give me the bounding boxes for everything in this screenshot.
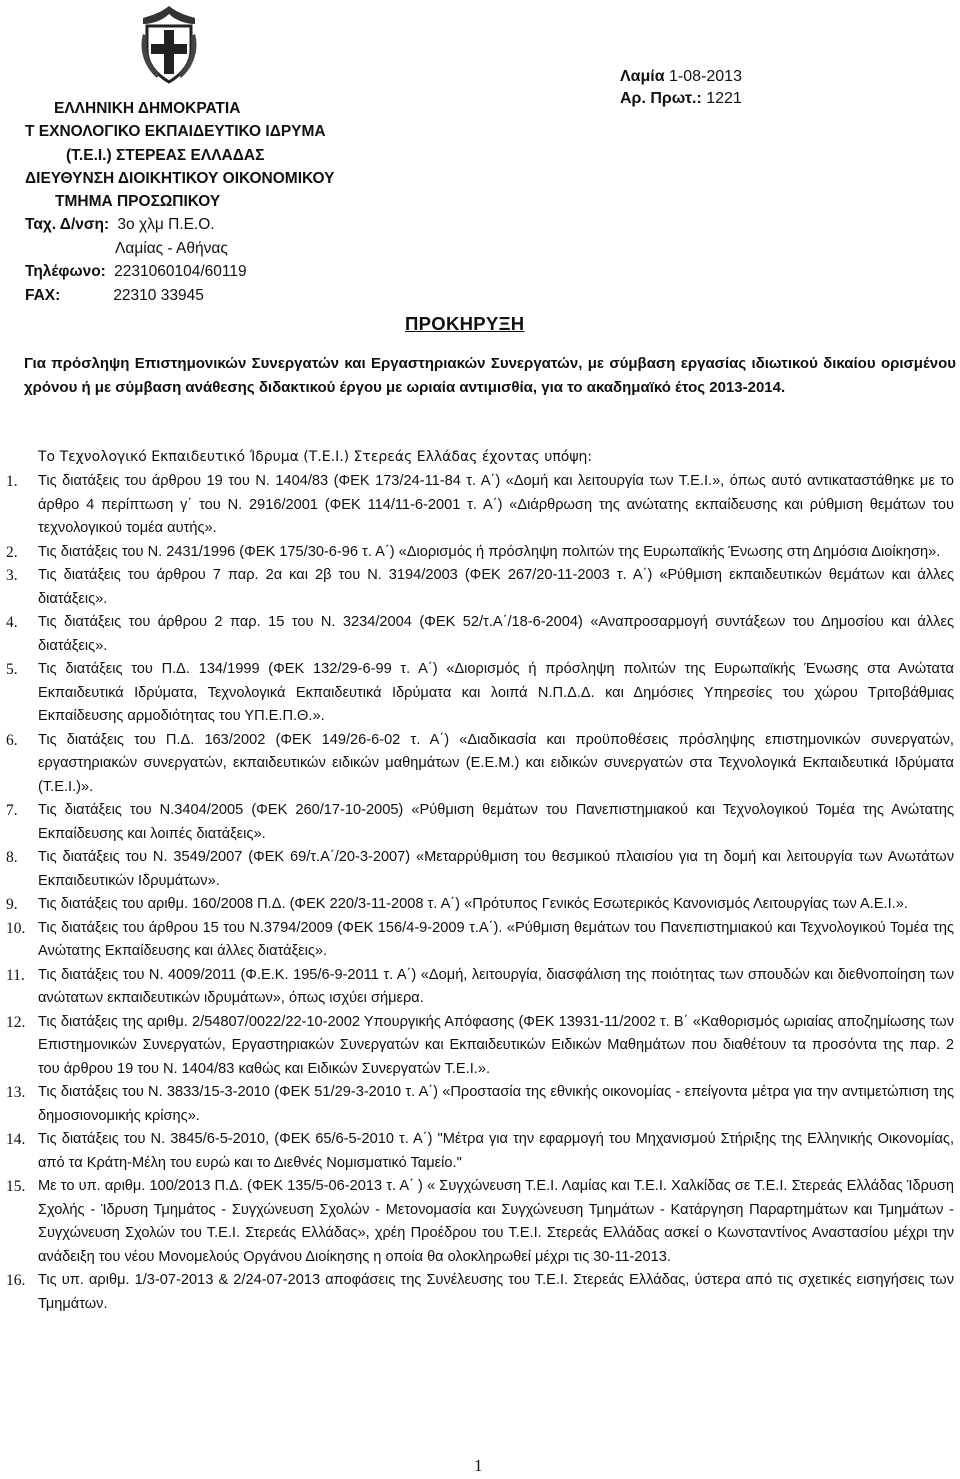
list-item-text: Τις διατάξεις του Ν. 2431/1996 (ΦΕΚ 175/30-6-96 τ. Α΄) «Διορισμός ή πρόσληψη πολιτών της Ευρωπαϊκής Ένωσης στη Δημόσια Διοίκηση». — [38, 543, 941, 560]
list-item-number: 4. — [6, 614, 18, 631]
list-item — [0, 564, 958, 611]
list-item-number: 1. — [6, 473, 18, 490]
list-item — [0, 893, 958, 917]
protocol-value: 1221 — [706, 90, 742, 107]
date-label: Λαμία — [620, 68, 665, 85]
list-item-text: Τις διατάξεις του αριθμ. 160/2008 Π.Δ. (ΦΕΚ 220/3-11-2008 τ. Α΄) «Πρότυπος Γενικός Εσωτερικός Κανονισμός Λειτουργίας των Α.Ε.Ι.». — [38, 896, 908, 912]
header-line-5: ΤΜΗΜΑ ΠΡΟΣΩΠΙΚΟΥ — [55, 193, 221, 210]
address-value: 3ο χλμ Π.Ε.Ο. — [117, 216, 215, 233]
list-item — [0, 1128, 958, 1175]
list-item-number: 3. — [6, 567, 18, 584]
list-item-number: 2. — [6, 543, 18, 561]
header-line-4: ΔΙΕΥΘΥΝΣΗ ΔΙΟΙΚΗΤΙΚΟΥ ΟΙΚΟΝΟΜΙΚΟΥ — [25, 170, 335, 187]
date-protocol-block — [620, 66, 742, 110]
list-item-text: Τις διατάξεις του Π.Δ. 134/1999 (ΦΕΚ 132/29-6-99 τ. Α΄) «Διορισμός ή πρόσληψη πολιτών της Ευρωπαϊκής Ένωσης στα Ανώτατα Εκπαιδευτικά Ιδρύματα, Τεχνολογικά Εκπαιδευτικά Ιδρύματα και λοιπά Ν.Π.Δ.Δ. και Δημόσιες Υπηρεσίες του χώρου Τριτοβάθμιας Εκπαίδευσης αρμοδιότητας του ΥΠ.Ε.Π.Θ.». — [38, 661, 954, 724]
list-item-text: Με το υπ. αριθμ. 100/2013 Π.Δ. (ΦΕΚ 135/5-06-2013 τ. Α΄ ) « Συγχώνευση Τ.Ε.Ι. Λαμίας και Τ.Ε.Ι. Χαλκίδας σε Τ.Ε.Ι. Στερεάς Ελλάδας Ίδρυση Σχολής - Ίδρυση Τμημάτος - Συγχώνευση Σχολών - Μετονομασία και Συγχώνευση Τμημάτων - Κατάργηση Παραρτημάτων και Τμημάτων - Συγχώνευση Σχολών του Τ.Ε.Ι. Στερεάς Ελλάδας», χρέη Προέδρου του Τ.Ε.Ι. Στερεάς Ελλάδας ασκεί ο Κωνσταντίνος Αναστασίου μέχρι την ανάδειξη του νέου Μονομελούς Οργάνου Διοίκησης η οποία θα ολοκληρωθεί μέχρι τις 30-11-2013. — [38, 1178, 954, 1265]
fax-row — [25, 285, 204, 307]
protocol-line — [620, 88, 742, 110]
list-item-number: 5. — [6, 661, 18, 678]
header-line-3: (Τ.Ε.Ι.) ΣΤΕΡΕΑΣ ΕΛΛΑΔΑΣ — [66, 147, 265, 164]
protocol-label: Αρ. Πρωτ.: — [620, 90, 702, 107]
list-item-number: 10. — [6, 919, 26, 937]
phone-row — [25, 261, 247, 283]
list-item-text: Τις διατάξεις του άρθρου 7 παρ. 2α και 2β του Ν. 3194/2003 (ΦΕΚ 267/20-11-2003 τ. Α΄) «Ρύθμιση εκπαιδευτικών θεμάτων και άλλες διατάξεις». — [38, 567, 954, 607]
list-item — [0, 917, 958, 964]
list-item — [0, 470, 958, 541]
intro-text: Το Τεχνολογικό Εκπαιδευτικό Ίδρυμα (Τ.Ε.Ι.) Στερεάς Ελλάδας έχοντας υπόψη: — [38, 449, 593, 465]
date-line — [620, 66, 742, 88]
phone-label: Τηλέφωνο: — [25, 263, 106, 280]
list-item — [0, 964, 958, 1011]
list-item — [0, 846, 958, 893]
header-line-1: ΕΛΛΗΝΙΚΗ ΔΗΜΟΚΡΑΤΙΑ — [54, 100, 241, 117]
list-item-number: 6. — [6, 731, 18, 749]
fax-label: FAX: — [25, 287, 61, 304]
list-item-text: Τις διατάξεις του Ν. 3833/15-3-2010 (ΦΕΚ 51/29-3-2010 τ. Α΄) «Προστασία της εθνικής οικονομίας - επείγοντα μέτρα για την αντιμετώπιση της δημοσιονομικής κρίσης». — [38, 1084, 954, 1124]
address-label: Ταχ. Δ/νση: — [25, 216, 110, 233]
list-item-number: 16. — [6, 1272, 26, 1289]
list-item-number: 13. — [6, 1084, 26, 1101]
address-value-2: Λαμίας - Αθήνας — [115, 240, 228, 257]
list-item — [0, 1011, 958, 1082]
list-item-text: Τις διατάξεις της αριθμ. 2/54807/0022/22-10-2002 Υπουργικής Απόφασης (ΦΕΚ 13931-11/2002 τ. Β΄ «Καθορισμός ωριαίας αποζημίωσης των Επιστημονικών Συνεργατών, Εργαστηριακών Συνεργατών και Εκπαιδευτικών Ειδικών Μαθημάτων που διαθέτουν τα προσόντα της παρ. 2 του άρθρου 19 του Ν. 1404/83 καθώς και Ειδικών Συνεργατών Τ.Ε.Ι.». — [38, 1013, 954, 1077]
greek-coat-of-arms-icon — [137, 4, 201, 88]
list-item — [0, 541, 958, 565]
list-item — [0, 1081, 958, 1128]
list-item-number: 14. — [6, 1131, 26, 1148]
date-value: 1-08-2013 — [669, 68, 742, 85]
list-item — [0, 658, 958, 729]
fax-value: 22310 33945 — [113, 287, 204, 304]
list-item — [0, 611, 958, 658]
list-item-text: Τις διατάξεις του Ν. 4009/2011 (Φ.Ε.Κ. 195/6-9-2011 τ. Α΄) «Δομή, λειτουργία, διασφάλιση της ποιότητας των σπουδών και διεθνοποίηση των ανώτατων εκπαιδευτικών ιδρυμάτων», όπως ισχύει σήμερα. — [38, 966, 954, 1006]
list-item — [0, 1175, 958, 1269]
considerations-list — [0, 470, 958, 1316]
page-number: 1 — [474, 1456, 483, 1475]
list-item — [0, 1269, 958, 1316]
list-item-text: Τις διατάξεις του Ν.3404/2005 (ΦΕΚ 260/17-10-2005) «Ρύθμιση θεμάτων του Πανεπιστημιακού και Τεχνολογικού Τομέα της Ανώτατης Εκπαίδευσης και λοιπές διατάξεις». — [38, 802, 954, 842]
list-item-text: Τις διατάξεις του άρθρου 2 παρ. 15 του Ν. 3234/2004 (ΦΕΚ 52/τ.Α΄/18-6-2004) «Αναπροσαρμογή συντάξεων του Δημοσίου και άλλες διατάξεις». — [38, 614, 954, 654]
header-line-2: Τ ΕΧΝΟΛΟΓΙΚΟ ΕΚΠΑΙΔΕΥΤΙΚΟ ΙΔΡΥΜΑ — [25, 123, 326, 140]
address-row — [25, 214, 215, 236]
list-item-number: 7. — [6, 802, 18, 819]
list-item — [0, 729, 958, 800]
list-item — [0, 799, 958, 846]
document-title: ΠΡΟΚΗΡΥΞΗ — [405, 313, 525, 334]
list-item-text: Τις διατάξεις του Ν. 3549/2007 (ΦΕΚ 69/τ.Α΄/20-3-2007) «Μεταρρύθμιση του θεσμικού πλαισίου για τη δομή και λειτουργία των Ανωτάτων Εκπαιδευτικών Ιδρυμάτων». — [38, 849, 954, 889]
list-item-number: 15. — [6, 1178, 26, 1195]
list-item-text: Τις διατάξεις του Π.Δ. 163/2002 (ΦΕΚ 149/26-6-02 τ. Α΄) «Διαδικασία και προϋποθέσεις πρόσληψης επιστημονικών συνεργατών, εργαστηριακών συνεργατών, εκπαιδευτικών ειδικών μαθημάτων (Ε.Ε.Μ.) και ειδικών συνεργατών στα Τεχνολογικά Εκπαιδευτικά Ιδρύματα (Τ.Ε.Ι.)». — [38, 731, 954, 795]
phone-value: 2231060104/60119 — [114, 263, 247, 280]
list-item-number: 9. — [6, 896, 18, 913]
list-item-text: Τις διατάξεις του άρθρου 15 του Ν.3794/2009 (ΦΕΚ 156/4-9-2009 τ.Α΄). «Ρύθμιση θεμάτων του Πανεπιστημιακού και Τεχνολογικού Τομέα της Ανώτατης Εκπαίδευσης και άλλες διατάξεις». — [38, 919, 954, 959]
list-item-number: 12. — [6, 1013, 26, 1031]
list-item-number: 8. — [6, 849, 18, 866]
list-item-number: 11. — [6, 966, 25, 984]
list-item-text: Τις διατάξεις του άρθρου 19 του Ν. 1404/83 (ΦΕΚ 173/24-11-84 τ. Α΄) «Δομή και λειτουργία των Τ.Ε.Ι.», όπως αυτό αντικαταστάθηκε με το άρθρο 4 περίπτωση γ΄ του Ν. 2916/2001 (ΦΕΚ 114/11-6-2001 τ. Α΄) «Διάρθρωση της ανώτατης εκπαίδευσης και ρύθμιση θεμάτων του τεχνολογικού τομέα αυτής». — [38, 473, 954, 536]
document-subject: Για πρόσληψη Επιστημονικών Συνεργατών και Εργαστηριακών Συνεργατών, με σύμβαση εργασίας ιδιωτικού δικαίου ορισμένου χρόνου ή με σύμβαση ανάθεσης διδακτικού έργου με ωριαία αντιμισθία, για το ακαδημαϊκό έτος 2013-2014. — [24, 355, 956, 396]
list-item-text: Τις υπ. αριθμ. 1/3-07-2013 & 2/24-07-2013 αποφάσεις της Συνέλευσης του Τ.Ε.Ι. Στερεάς Ελλάδας, ύστερα από τις σχετικές εισηγήσεις των Τμημάτων. — [38, 1272, 954, 1312]
list-item-text: Τις διατάξεις του Ν. 3845/6-5-2010, (ΦΕΚ 65/6-5-2010 τ. Α΄) "Μέτρα για την εφαρμογή του Μηχανισμού Στήριξης της Ελληνικής Οικονομίας, από τα Κράτη-Μέλη του ευρώ και το Διεθνές Νομισματικό Ταμείο." — [38, 1131, 954, 1171]
